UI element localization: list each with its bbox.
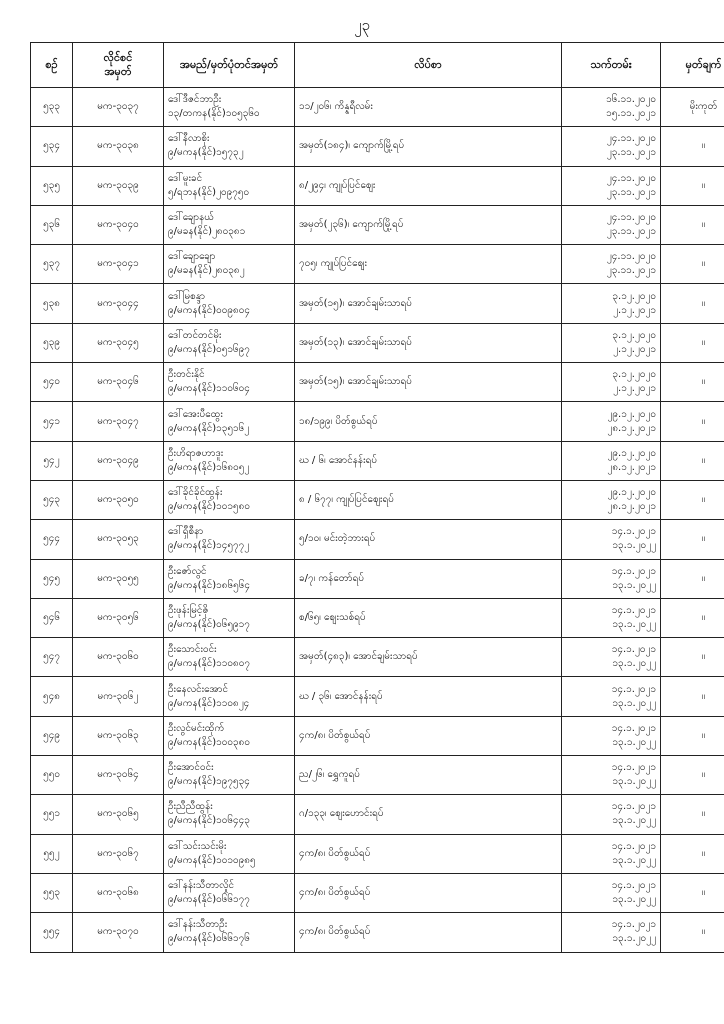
holder-cell (164, 441, 295, 480)
holder-name: ဒေါ်ဒီဇင်ဘာဦး (168, 94, 222, 106)
address: ၇၀၅၊ ကျုပ်ပြင်ဈေး (295, 245, 562, 284)
holder-name: ဒေါ်ရှီစီနာ (168, 526, 204, 538)
table-row (31, 88, 724, 127)
holder-cell (164, 402, 295, 441)
validity-cell (562, 88, 661, 127)
validity-cell (562, 480, 661, 519)
license-number: မက-၃၀၆၈ (73, 873, 164, 912)
row-number: ၅၄၇ (31, 638, 73, 677)
license-number: မက-၃၀၆၅ (73, 795, 164, 834)
header-address: လိပ်စာ (295, 43, 562, 88)
valid-from: ၁၄.၁.၂၀၂၁ (611, 526, 656, 538)
holder-cell (164, 834, 295, 873)
holder-cell (164, 205, 295, 244)
remark: ။ (661, 913, 724, 952)
holder-nrc: ၉/မကန(နိုင်)၀၀၉၈၀၄ (168, 304, 251, 316)
validity-cell (562, 441, 661, 480)
remark: ။ (661, 834, 724, 873)
row-number: ၅၃၆ (31, 205, 73, 244)
holder-name: ဒေါ်ချောချော (168, 251, 216, 263)
remark: ။ (661, 323, 724, 362)
row-number: ၅၃၇ (31, 245, 73, 284)
remark: ။ (661, 873, 724, 912)
address: အမှတ်(၁၅)၊ အောင်ချမ်းသာရပ် (295, 284, 562, 323)
address: ၅/၁၀၊ မင်းတဲ့ဘားရပ် (295, 520, 562, 559)
holder-cell (164, 88, 295, 127)
holder-name: ဦးတင်းနိုင် (168, 369, 205, 381)
validity-cell (562, 284, 661, 323)
row-number: ၅၄၈ (31, 677, 73, 716)
address: အမှတ်(၄၈၃)၊ အောင်ချမ်းသာရပ် (295, 638, 562, 677)
address: ခ/၇၊ ကန်တော်ရပ် (295, 559, 562, 598)
holder-cell (164, 795, 295, 834)
address: အမှတ်(၁၈၄)၊ ကျောက်မြို့ရပ် (295, 127, 562, 166)
row-number: ၅၃၃ (31, 88, 73, 127)
valid-to: ၁၃.၁.၂၀၂၂ (612, 619, 656, 630)
holder-nrc: ၉/မကန(နိုင်)၀၆၆၁၇၆ (168, 933, 250, 945)
row-number: ၅၅၂ (31, 834, 73, 873)
valid-to: ၁၃.၁.၂၀၂၂ (612, 894, 656, 906)
holder-nrc: ၉/မခန(နိုင်)၂၈၀၃၈၁ (168, 226, 246, 238)
holder-name: ဦးသောင်းဝင်း (168, 644, 217, 656)
holder-cell (164, 520, 295, 559)
valid-to: ၁၃.၁.၂၀၂၂ (612, 776, 656, 788)
holder-nrc: ၉/မကန(နိုင်)၁၀၆၄၄၃ (168, 815, 250, 827)
valid-from: ၁၄.၁.၂၀၂၁ (611, 644, 656, 656)
holder-nrc: ၉/မကန(နိုင်)၁၅၇၃၂ (168, 147, 244, 159)
license-number: မက-၃၀၅၃ (73, 520, 164, 559)
valid-to: ၁၃.၁.၂၀၂၂ (612, 815, 656, 827)
holder-name: ဒေါ်နန်းသီတာဦး (168, 919, 228, 931)
license-table (30, 42, 724, 953)
row-number: ၅၅၀ (31, 756, 73, 795)
holder-name: ဒေါ်နီလာစိုး (168, 133, 210, 145)
validity-cell (562, 834, 661, 873)
address: ၄က/၈၊ ပိတ်စွယ်ရပ် (295, 913, 562, 952)
remark: ။ (661, 166, 724, 205)
remark: ။ (661, 559, 724, 598)
remark: မိုးကုတ် (661, 88, 724, 127)
holder-nrc: ၉/မကန(နိုင်)၁၀၁၅၈၀ (168, 501, 251, 513)
holder-cell (164, 559, 295, 598)
address: အမှတ်(၁၃)၊ အောင်ချမ်းသာရပ် (295, 323, 562, 362)
validity-cell (562, 245, 661, 284)
table-header-row (31, 43, 724, 88)
validity-cell (562, 677, 661, 716)
holder-nrc: ၅/ရဘန(နိုင်)၂၀၉၇၅၀ (168, 186, 250, 198)
holder-nrc: ၉/မကန(နိုင်)၁၉၇၅၃၄ (168, 776, 250, 788)
table-row (31, 559, 724, 598)
address: ဂ/၁၃၃၊ ဈေးဟောင်းရပ် (295, 795, 562, 834)
table-row (31, 441, 724, 480)
holder-nrc: ၉/မကန(နိုင်)၁၀၁၀၉၈၅ (168, 854, 256, 866)
table-row (31, 638, 724, 677)
validity-cell (562, 638, 661, 677)
valid-to: ၂၈.၁၂.၂၀၂၁ (607, 422, 656, 434)
license-number: မက-၃၀၄၄ (73, 284, 164, 323)
holder-nrc: ၉/မကန(နိုင်)၁၁၀၈၂၄ (168, 697, 250, 709)
header-license-line2: အမှတ် (104, 65, 132, 78)
validity-cell (562, 756, 661, 795)
table-row (31, 205, 724, 244)
remark: ။ (661, 245, 724, 284)
address: ည/၂၆၊ ရွှေကူရပ် (295, 756, 562, 795)
valid-from: ၁၄.၁.၂၀၂၁ (611, 880, 656, 892)
remark: ။ (661, 520, 724, 559)
license-number: မက-၃၀၄၅ (73, 323, 164, 362)
license-number: မက-၃၀၄၇ (73, 402, 164, 441)
valid-from: ၂၄.၁၁.၂၀၂၀ (606, 212, 656, 224)
holder-cell (164, 756, 295, 795)
holder-nrc: ၉/မကန(နိုင်)၁၀၀၃၈၀ (168, 736, 251, 748)
holder-nrc: ၉/မခန(နိုင်)၂၈၀၃၈၂ (168, 265, 245, 277)
table-row (31, 480, 724, 519)
valid-from: ၂၄.၁၁.၂၀၂၀ (606, 133, 656, 145)
row-number: ၅၄၁ (31, 402, 73, 441)
row-number: ၅၅၄ (31, 913, 73, 952)
table-row (31, 520, 724, 559)
remark: ။ (661, 677, 724, 716)
valid-to: ၂.၁၂.၂၀၂၁ (613, 304, 656, 316)
validity-cell (562, 795, 661, 834)
validity-cell (562, 873, 661, 912)
table-row (31, 677, 724, 716)
remark: ။ (661, 756, 724, 795)
valid-from: ၁၄.၁.၂၀၂၁ (611, 683, 656, 695)
valid-to: ၁၃.၁.၂၀၂၂ (612, 854, 656, 866)
holder-cell (164, 127, 295, 166)
holder-name: ဒေါ်နန်းသီတာလှိုင် (168, 880, 235, 892)
row-number: ၅၃၈ (31, 284, 73, 323)
holder-cell (164, 677, 295, 716)
valid-to: ၁၃.၁.၂၀၂၂ (612, 736, 656, 748)
validity-cell (562, 559, 661, 598)
valid-from: ၂၉.၁၂.၂၀၂၀ (607, 487, 656, 499)
holder-cell (164, 480, 295, 519)
address: ၄က/၈၊ ပိတ်စွယ်ရပ် (295, 873, 562, 912)
row-number: ၅၄၀ (31, 363, 73, 402)
validity-cell (562, 716, 661, 755)
holder-name: ဒေါ်အေးပီထွေး (168, 408, 223, 420)
row-number: ၅၃၄ (31, 127, 73, 166)
license-number: မက-၃၀၅၀ (73, 480, 164, 519)
holder-cell (164, 323, 295, 362)
license-number: မက-၃၀၆၄ (73, 756, 164, 795)
validity-cell (562, 323, 661, 362)
holder-cell (164, 598, 295, 637)
address: ၁၁/၂၀၆၊ ကိန္နရီလမ်း (295, 88, 562, 127)
validity-cell (562, 127, 661, 166)
table-row (31, 402, 724, 441)
row-number: ၅၄၄ (31, 520, 73, 559)
holder-cell (164, 638, 295, 677)
holder-nrc: ၉/မကန(နိုင်)၁၃၅၁၆၂ (168, 422, 250, 434)
holder-nrc: ၉/မကန(နိုင်)၁၁၀၆၀၄ (168, 383, 250, 395)
remark: ။ (661, 284, 724, 323)
valid-from: ၂၄.၁၁.၂၀၂၀ (606, 172, 656, 184)
address: ၈/၂၉၄၊ ကျုပ်ပြင်ဈေး (295, 166, 562, 205)
holder-cell (164, 716, 295, 755)
address: ၄က/၈၊ ပိတ်စွယ်ရပ် (295, 716, 562, 755)
holder-nrc: ၉/မကန(နိုင်)၀၅၁၆၉၇ (168, 343, 250, 355)
validity-cell (562, 363, 661, 402)
valid-to: ၂၃.၁၁.၂၀၂၁ (606, 265, 656, 277)
holder-nrc: ၉/မကန(နိုင်)၁၈၆၅၆၄ (168, 579, 251, 591)
holder-cell (164, 284, 295, 323)
valid-to: ၂၈.၁၂.၂၀၂၁ (607, 461, 656, 473)
valid-to: ၁၃.၁.၂၀၂၂ (612, 933, 656, 945)
table-row (31, 127, 724, 166)
license-number: မက-၃၀၅၆ (73, 598, 164, 637)
holder-name: ဦးဟိရာဇဟာဒူး (168, 447, 224, 459)
holder-name: ဒေါ်မူးခင် (168, 172, 203, 184)
remark: ။ (661, 441, 724, 480)
valid-from: ၁၄.၁.၂၀၂၁ (611, 919, 656, 931)
row-number: ၅၄၆ (31, 598, 73, 637)
holder-cell (164, 873, 295, 912)
valid-to: ၁၃.၁.၂၀၂၂ (612, 697, 656, 709)
holder-name: ဒေါ်မြစန္ဒာ (168, 290, 206, 302)
valid-from: ၂၉.၁၂.၂၀၂၀ (607, 408, 656, 420)
holder-nrc: ၉/မကန(နိုင်)၁၆၈၀၅၂ (168, 461, 250, 473)
holder-nrc: ၉/မကန(နိုင်)၀၆၆၁၇၇ (168, 894, 250, 906)
address: စ/၆၅၊ ဈေးသစ်ရပ် (295, 598, 562, 637)
license-number: မက-၃၀၇၀ (73, 913, 164, 952)
row-number: ၅၅၃ (31, 873, 73, 912)
remark: ။ (661, 598, 724, 637)
holder-name: ဦးလွင်မင်းထိုက် (168, 722, 225, 734)
license-number: မက-၃၀၄၉ (73, 441, 164, 480)
address: အမှတ်(၁၅)၊ အောင်ချမ်းသာရပ် (295, 363, 562, 402)
holder-cell (164, 245, 295, 284)
table-row (31, 245, 724, 284)
remark: ။ (661, 363, 724, 402)
license-number: မက-၃၀၄၁ (73, 245, 164, 284)
valid-from: ၁၄.၁.၂၀၂၁ (611, 762, 656, 774)
license-number: မက-၃၀၆၂ (73, 677, 164, 716)
remark: ။ (661, 795, 724, 834)
holder-cell (164, 913, 295, 952)
valid-from: ၁၄.၁.၂၀၂၁ (611, 801, 656, 813)
validity-cell (562, 402, 661, 441)
remark: ။ (661, 402, 724, 441)
holder-nrc: ၉/မကန(နိုင်)၀၆၅၉၁၇ (168, 619, 250, 630)
table-row (31, 284, 724, 323)
table-row (31, 873, 724, 912)
row-number: ၅၃၉ (31, 323, 73, 362)
license-number: မက-၃၀၄၆ (73, 363, 164, 402)
holder-name: ဒေါ်ခိုင်ခိုင်ထွန်း (168, 487, 223, 499)
remark: ။ (661, 716, 724, 755)
holder-name: ဒေါ်တင်တင်မိုး (168, 329, 222, 341)
license-number: မက-၃၀၃၉ (73, 166, 164, 205)
license-number: မက-၃၀၆၇ (73, 834, 164, 873)
holder-name: ဦးအောင်ဝင်း (168, 762, 214, 774)
row-number: ၅၄၂ (31, 441, 73, 480)
table-row (31, 166, 724, 205)
valid-to: ၂.၁၂.၂၀၂၁ (613, 343, 656, 355)
address: ၁၈/၁၉၉၊ ပိတ်စွယ်ရပ် (295, 402, 562, 441)
validity-cell (562, 913, 661, 952)
license-number: မက-၃၀၆၃ (73, 716, 164, 755)
valid-to: ၁၃.၁.၂၀၂၂ (612, 579, 656, 591)
row-number: ၅၅၁ (31, 795, 73, 834)
page-number: ၂၃ (354, 16, 370, 34)
holder-cell (164, 166, 295, 205)
header-no: စဉ် (31, 43, 73, 88)
valid-to: ၂.၁၂.၂၀၂၁ (613, 383, 656, 395)
valid-from: ၁၄.၁.၂၀၂၁ (611, 722, 656, 734)
validity-cell (562, 598, 661, 637)
row-number: ၅၄၅ (31, 559, 73, 598)
table-row (31, 795, 724, 834)
address: ဃ / ၆၊ အောင်နန်းရပ် (295, 441, 562, 480)
valid-to: ၁၅.၁၁.၂၀၂၁ (606, 108, 656, 120)
row-number: ၅၄၃ (31, 480, 73, 519)
table-row (31, 716, 724, 755)
validity-cell (562, 205, 661, 244)
valid-to: ၂၃.၁၁.၂၀၂၁ (606, 186, 656, 198)
valid-from: ၁၄.၁.၂၀၂၁ (611, 605, 656, 616)
license-number: မက-၃၀၆၀ (73, 638, 164, 677)
address: ၈ / ၆၇၇၊ ကျုပ်ပြင်ဈေးရပ် (295, 480, 562, 519)
holder-nrc: ၉/မကန(နိုင်)၁၄၅၇၇၂ (168, 540, 250, 552)
address: အမှတ်(၂၃၆)၊ ကျောက်မြို့ရပ် (295, 205, 562, 244)
holder-nrc: ၉/မကန(နိုင်)၁၁၀၈၀၇ (168, 658, 251, 670)
valid-from: ၂၄.၁၁.၂၀၂၀ (606, 251, 656, 263)
valid-to: ၁၃.၁.၂၀၂၂ (612, 540, 656, 552)
table-row (31, 913, 724, 952)
valid-from: ၃.၁၂.၂၀၂၀ (612, 369, 656, 381)
table-row (31, 598, 724, 637)
header-license (73, 43, 164, 88)
header-validity: သက်တမ်း (562, 43, 661, 88)
license-number: မက-၃၀၃၇ (73, 88, 164, 127)
remark: ။ (661, 480, 724, 519)
table-row (31, 756, 724, 795)
holder-nrc: ၁၃/တကန(နိုင်)၁၀၅၃၆၀ (168, 108, 260, 120)
table-row (31, 323, 724, 362)
valid-to: ၂၈.၁၂.၂၀၂၁ (607, 501, 656, 513)
license-number: မက-၃၀၃၈ (73, 127, 164, 166)
table-row (31, 363, 724, 402)
row-number: ၅၃၅ (31, 166, 73, 205)
holder-name: ဦးဖုန်းမြင့်ဇို (168, 605, 209, 616)
valid-from: ၃.၁၂.၂၀၂၀ (612, 329, 656, 341)
valid-from: ၁၄.၁.၂၀၂၁ (611, 565, 656, 577)
holder-cell (164, 363, 295, 402)
validity-cell (562, 166, 661, 205)
valid-from: ၁၆.၁၁.၂၀၂၀ (606, 94, 656, 106)
address: ဃ / ၃၆၊ အောင်နန်းရပ် (295, 677, 562, 716)
valid-to: ၂၃.၁၁.၂၀၂၁ (606, 147, 656, 159)
holder-name: ဦးဇော်လွင် (168, 565, 207, 577)
row-number: ၅၄၉ (31, 716, 73, 755)
address: ၄က/၈၊ ပိတ်စွယ်ရပ် (295, 834, 562, 873)
valid-from: ၁၄.၁.၂၀၂၁ (611, 840, 656, 852)
header-remark: မှတ်ချက် (661, 43, 724, 88)
validity-cell (562, 520, 661, 559)
header-name: အမည်/မှတ်ပုံတင်အမှတ် (164, 43, 295, 88)
holder-name: ဦးညီညီထွန်း (168, 801, 213, 813)
license-number: မက-၃၀၅၅ (73, 559, 164, 598)
table-row (31, 834, 724, 873)
holder-name: ဒေါ်သင်းသင်းမိုး (168, 840, 227, 852)
valid-to: ၁၃.၁.၂၀၂၂ (612, 658, 656, 670)
remark: ။ (661, 205, 724, 244)
valid-to: ၂၃.၁၁.၂၀၂၁ (606, 226, 656, 238)
valid-from: ၃.၁၂.၂၀၂၀ (612, 290, 656, 302)
remark: ။ (661, 127, 724, 166)
remark: ။ (661, 638, 724, 677)
license-number: မက-၃၀၄၀ (73, 205, 164, 244)
holder-name: ဦးနေလင်းအောင် (168, 683, 229, 695)
holder-name: ဒေါ်ချောနယ် (168, 212, 215, 224)
valid-from: ၂၉.၁၂.၂၀၂၀ (607, 447, 656, 459)
header-license-line1: လိုင်စင် (103, 51, 133, 64)
